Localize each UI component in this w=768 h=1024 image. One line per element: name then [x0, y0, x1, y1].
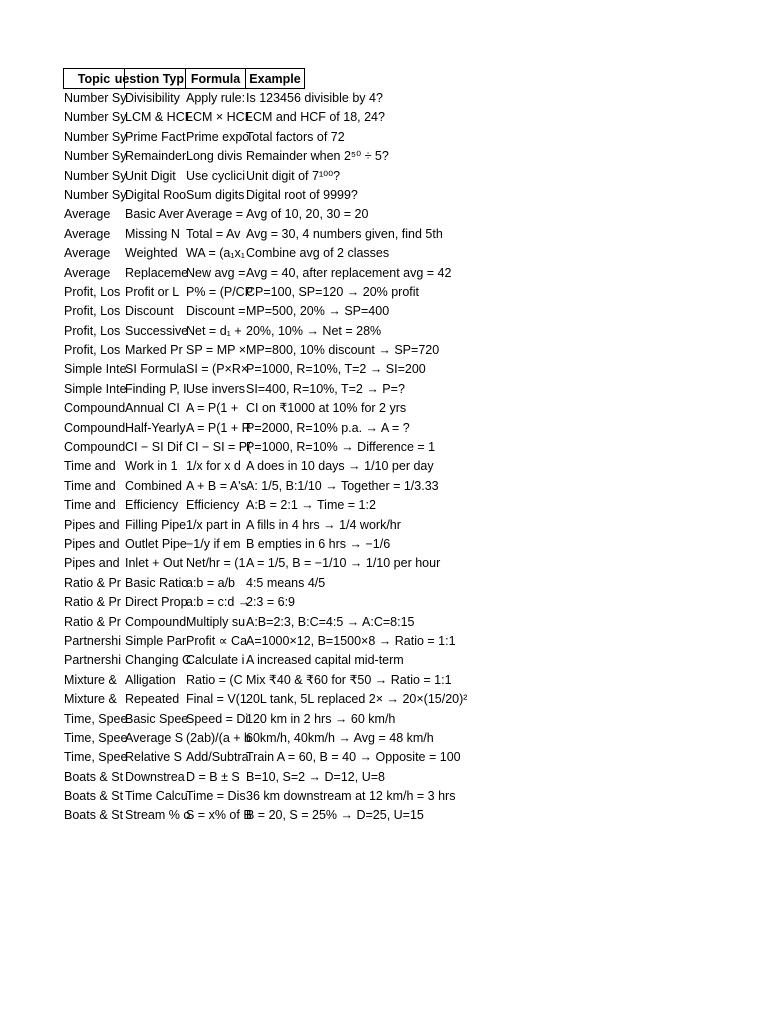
cell-question-type[interactable]: Outlet Pipe	[125, 536, 187, 551]
cell-formula[interactable]: Total = Av	[186, 226, 241, 241]
cell-example[interactable]: MP=500, 20% → SP=400	[246, 304, 390, 319]
table-row	[63, 186, 745, 205]
cell-topic[interactable]: Number Sy	[64, 91, 127, 105]
cell-topic[interactable]: Mixture &	[64, 692, 117, 707]
cell-topic[interactable]: Pipes and	[64, 556, 120, 571]
cell-question-type[interactable]: LCM & HCF	[125, 110, 193, 125]
cell-example[interactable]: B=10, S=2 → D=12, U=8	[246, 769, 385, 784]
header-question-type[interactable]	[114, 68, 185, 89]
cell-topic[interactable]: Average	[64, 246, 111, 261]
cell-formula[interactable]: Add/Subtra	[186, 750, 249, 765]
table-row	[63, 651, 745, 670]
cell-formula[interactable]: Prime expo	[186, 129, 250, 144]
cell-topic[interactable]: Compound	[64, 401, 126, 416]
cell-topic[interactable]: Compound	[64, 440, 126, 455]
table-row	[63, 710, 745, 729]
cell-formula[interactable]: A + B = A's	[186, 478, 247, 493]
cell-question-type[interactable]: Half-Yearly	[125, 420, 186, 435]
cell-formula[interactable]: P% = (P/CP	[186, 284, 254, 299]
cell-formula[interactable]: a:b = c:d →	[186, 595, 251, 610]
cell-example[interactable]: A = 1/5, B = −1/10 → 1/10 per hour	[246, 556, 441, 571]
cell-example[interactable]: Avg of 10, 20, 30 = 20	[246, 207, 369, 222]
table-row	[63, 593, 745, 612]
cell-topic[interactable]: Compound	[64, 420, 126, 435]
cell-formula[interactable]: Discount =	[186, 304, 246, 319]
table-row	[63, 244, 745, 263]
cell-topic[interactable]: Time and	[64, 459, 116, 474]
cell-formula[interactable]: D = B ± S	[186, 769, 240, 784]
cell-question-type[interactable]: Changing C	[125, 653, 192, 668]
header-row	[63, 68, 745, 89]
cell-formula[interactable]: Ratio = (C	[186, 672, 243, 687]
cell-example[interactable]: 36 km downstream at 12 km/h = 3 hrs	[246, 789, 456, 804]
cell-topic[interactable]: Pipes and	[64, 517, 120, 532]
cell-formula[interactable]: Use cyclici	[186, 168, 246, 183]
table-row	[63, 147, 745, 166]
cell-question-type[interactable]: Divisibility	[125, 91, 180, 105]
cell-topic[interactable]: Number Sy	[64, 129, 127, 144]
cell-example[interactable]: A: 1/5, B:1/10 → Together = 1/3.33	[246, 478, 439, 493]
data-grid	[63, 68, 745, 826]
cell-formula[interactable]: Long divis	[186, 149, 243, 164]
cell-formula[interactable]: Efficiency	[186, 498, 240, 513]
cell-formula[interactable]: WA = (a₁x₁	[186, 246, 246, 261]
cell-example[interactable]: A increased capital mid-term	[246, 653, 404, 668]
table-row	[63, 419, 745, 438]
cell-formula[interactable]: Time = Dis	[186, 789, 246, 804]
cell-formula[interactable]: A = P(1 + R	[186, 420, 251, 435]
cell-question-type[interactable]: Prime Fact	[125, 129, 186, 144]
cell-example[interactable]: P=1000, R=10%, T=2 → SI=200	[246, 362, 426, 377]
cell-example[interactable]: Avg = 30, 4 numbers given, find 5th	[246, 226, 443, 241]
cell-topic[interactable]: Boats & St	[64, 769, 124, 784]
cell-example[interactable]: Combine avg of 2 classes	[246, 246, 390, 261]
cell-topic[interactable]: Average	[64, 207, 111, 222]
cell-example[interactable]: Total factors of 72	[246, 129, 345, 144]
cell-example[interactable]: SI=400, R=10%, T=2 → P=?	[246, 381, 405, 396]
cell-topic[interactable]: Time and	[64, 498, 116, 513]
cell-question-type[interactable]: Stream % o	[125, 808, 191, 823]
cell-question-type[interactable]: Repeated	[125, 692, 180, 707]
header-question-type-label: uestion Typ	[114, 72, 184, 86]
table-row	[63, 516, 745, 535]
table-row	[63, 729, 745, 748]
header-example[interactable]: Example	[245, 68, 305, 89]
table-row	[63, 554, 745, 573]
cell-topic[interactable]: Number Sy	[64, 187, 127, 202]
cell-formula[interactable]: Speed = Di	[186, 711, 249, 726]
cell-topic[interactable]: Time, Spee	[64, 711, 128, 726]
cell-example[interactable]: LCM and HCF of 18, 24?	[246, 110, 385, 125]
cell-topic[interactable]: Profit, Los	[64, 323, 121, 338]
cell-question-type[interactable]: Work in 1	[125, 459, 178, 474]
cell-question-type[interactable]: Missing N	[125, 226, 180, 241]
cell-topic[interactable]: Ratio & Pr	[64, 575, 121, 590]
cell-question-type[interactable]: Alligation	[125, 672, 176, 687]
cell-topic[interactable]: Profit, Los	[64, 343, 121, 358]
table-row	[63, 613, 745, 632]
table-row	[63, 748, 745, 767]
header-topic[interactable]: Topic	[63, 68, 124, 89]
cell-question-type[interactable]: Annual CI	[125, 401, 180, 416]
cell-example[interactable]: A=1000×12, B=1500×8 → Ratio = 1:1	[246, 633, 456, 648]
cell-example[interactable]: Avg = 40, after replacement avg = 42	[246, 265, 452, 280]
cell-formula[interactable]: CI − SI = P(	[186, 440, 252, 455]
cell-formula[interactable]: Net/hr = (1	[186, 556, 246, 571]
table-row	[63, 283, 745, 302]
cell-topic[interactable]: Average	[64, 265, 111, 280]
cell-topic[interactable]: Number Sy	[64, 149, 127, 164]
table-row	[63, 360, 745, 379]
cell-example[interactable]: A:B=2:3, B:C=4:5 → A:C=8:15	[246, 614, 415, 629]
table-row	[63, 399, 745, 418]
cell-topic[interactable]: Simple Inte	[64, 362, 127, 377]
table-row	[63, 806, 745, 825]
cell-formula[interactable]: 1/x for x d	[186, 459, 241, 474]
cell-question-type[interactable]: Successive	[125, 323, 189, 338]
cell-example[interactable]: 20L tank, 5L replaced 2× → 20×(15/20)²	[246, 692, 468, 707]
cell-formula[interactable]: New avg =	[186, 265, 246, 280]
cell-example[interactable]: MP=800, 10% discount → SP=720	[246, 343, 440, 358]
table-row	[63, 477, 745, 496]
cell-example[interactable]: 20%, 10% → Net = 28%	[246, 323, 382, 338]
cell-topic[interactable]: Number Sy	[64, 168, 127, 183]
cell-topic[interactable]: Ratio & Pr	[64, 595, 121, 610]
table-body	[63, 89, 745, 826]
cell-formula[interactable]: A = P(1 +	[186, 401, 239, 416]
cell-question-type[interactable]: SI Formula	[125, 362, 187, 377]
cell-topic[interactable]: Partnershi	[64, 633, 121, 648]
cell-formula[interactable]: S = x% of B	[186, 808, 252, 823]
cell-example[interactable]: Remainder when 2⁵⁰ ÷ 5?	[246, 149, 389, 164]
cell-formula[interactable]: Multiply su	[186, 614, 246, 629]
table-row	[63, 380, 745, 399]
cell-example[interactable]: Is 123456 divisible by 4?	[246, 91, 383, 105]
cell-example[interactable]: 4:5 means 4/5	[246, 575, 326, 590]
cell-topic[interactable]: Number Sy	[64, 110, 127, 125]
cell-example[interactable]: 2:3 = 6:9	[246, 595, 295, 610]
cell-example[interactable]: Train A = 60, B = 40 → Opposite = 100	[246, 750, 461, 765]
cell-formula[interactable]: (2ab)/(a + b	[186, 730, 251, 745]
table-row	[63, 690, 745, 709]
cell-example[interactable]: A:B = 2:1 → Time = 1:2	[246, 498, 376, 513]
table-row	[63, 264, 745, 283]
cell-topic[interactable]: Average	[64, 226, 111, 241]
cell-formula[interactable]: Profit ∝ Ca	[186, 633, 248, 648]
cell-formula[interactable]: 1/x part in	[186, 517, 241, 532]
cell-formula[interactable]: SI = (P×R×	[186, 362, 249, 377]
cell-example[interactable]: A fills in 4 hrs → 1/4 work/hr	[246, 517, 401, 532]
cell-example[interactable]: CP=100, SP=120 → 20% profit	[246, 284, 420, 299]
table-row	[63, 341, 745, 360]
table-row	[63, 225, 745, 244]
cell-question-type[interactable]: Basic Spee	[125, 711, 189, 726]
cell-example[interactable]: CI on ₹1000 at 10% for 2 yrs	[246, 401, 407, 416]
cell-formula[interactable]: SP = MP ×	[186, 343, 246, 358]
cell-example[interactable]: P=2000, R=10% p.a. → A = ?	[246, 420, 410, 435]
cell-question-type[interactable]: Average S	[125, 730, 184, 745]
cell-question-type[interactable]: Direct Prop	[125, 595, 188, 610]
cell-formula[interactable]: Net = d₁ +	[186, 323, 242, 338]
cell-topic[interactable]: Boats & St	[64, 789, 124, 804]
cell-topic[interactable]: Profit, Los	[64, 284, 121, 299]
cell-formula[interactable]: −1/y if em	[186, 536, 241, 551]
table-row	[63, 535, 745, 554]
cell-question-type[interactable]: CI − SI Dif	[125, 440, 183, 455]
header-formula[interactable]: Formula	[185, 68, 245, 89]
cell-formula[interactable]: Sum digits	[186, 187, 245, 202]
cell-question-type[interactable]: Basic Aver	[125, 207, 184, 222]
table-row	[63, 496, 745, 515]
cell-topic[interactable]: Ratio & Pr	[64, 614, 121, 629]
cell-question-type[interactable]: Discount	[125, 304, 174, 319]
cell-example[interactable]: P=1000, R=10% → Difference = 1	[246, 440, 436, 455]
cell-question-type[interactable]: Inlet + Out	[125, 556, 184, 571]
table-row	[63, 205, 745, 224]
table-row	[63, 302, 745, 321]
cell-formula[interactable]: a:b = a/b	[186, 575, 235, 590]
table-row	[63, 574, 745, 593]
table-row	[63, 768, 745, 787]
table-row	[63, 438, 745, 457]
cell-topic[interactable]: Time, Spee	[64, 750, 128, 765]
cell-example[interactable]: B empties in 6 hrs → −1/6	[246, 536, 391, 551]
cell-example[interactable]: 60km/h, 40km/h → Avg = 48 km/h	[246, 730, 434, 745]
table-row	[63, 128, 745, 147]
cell-example[interactable]: 120 km in 2 hrs → 60 km/h	[246, 711, 396, 726]
cell-topic[interactable]: Profit, Los	[64, 304, 121, 319]
table-row	[63, 671, 745, 690]
cell-formula[interactable]: Average =	[186, 207, 244, 222]
table-row	[63, 787, 745, 806]
cell-topic[interactable]: Pipes and	[64, 536, 120, 551]
table-row	[63, 322, 745, 341]
table-row	[63, 108, 745, 127]
cell-example[interactable]: A does in 10 days → 1/10 per day	[246, 459, 434, 474]
cell-question-type[interactable]: Unit Digit	[125, 168, 176, 183]
cell-question-type[interactable]: Efficiency	[125, 498, 179, 513]
cell-formula[interactable]: LCM × HCF	[186, 110, 253, 125]
table-row	[63, 632, 745, 651]
table-row	[63, 89, 745, 108]
cell-question-type[interactable]: Compound	[125, 614, 187, 629]
cell-topic[interactable]: Boats & St	[64, 808, 124, 823]
cell-question-type[interactable]: Digital Roo	[125, 187, 187, 202]
cell-question-type[interactable]: Weighted	[125, 246, 178, 261]
cell-question-type[interactable]: Profit or L	[125, 284, 180, 299]
spreadsheet	[63, 68, 745, 826]
cell-topic[interactable]: Simple Inte	[64, 381, 127, 396]
cell-question-type[interactable]: Replaceme	[125, 265, 189, 280]
cell-question-type[interactable]: Basic Ratio	[125, 575, 189, 590]
cell-formula[interactable]: Final = V(1	[186, 692, 247, 707]
cell-example[interactable]: B = 20, S = 25% → D=25, U=15	[246, 808, 424, 823]
cell-example[interactable]: Mix ₹40 & ₹60 for ₹50 → Ratio = 1:1	[246, 672, 452, 687]
table-row	[63, 457, 745, 476]
cell-formula[interactable]: Calculate i	[186, 653, 245, 668]
cell-topic[interactable]: Time and	[64, 478, 116, 493]
cell-question-type[interactable]: Relative S	[125, 750, 182, 765]
cell-question-type[interactable]: Remainder	[125, 149, 187, 164]
cell-question-type[interactable]: Simple Par	[125, 633, 187, 648]
cell-question-type[interactable]: Filling Pipe	[125, 517, 187, 532]
cell-formula[interactable]: Apply rule:	[186, 91, 246, 105]
cell-question-type[interactable]: Combined	[125, 478, 182, 493]
cell-topic[interactable]: Time, Spee	[64, 730, 128, 745]
cell-question-type[interactable]: Finding P, I	[125, 381, 187, 396]
cell-topic[interactable]: Mixture &	[64, 672, 117, 687]
table-row	[63, 167, 745, 186]
cell-question-type[interactable]: Downstrea	[125, 769, 185, 784]
cell-question-type[interactable]: Marked Pr	[125, 343, 183, 358]
cell-topic[interactable]: Partnershi	[64, 653, 121, 668]
cell-formula[interactable]: Use invers	[186, 381, 246, 396]
cell-question-type[interactable]: Time Calcu	[125, 789, 188, 804]
cell-example[interactable]: Digital root of 9999?	[246, 187, 358, 202]
cell-example[interactable]: Unit digit of 7¹⁰⁰?	[246, 168, 341, 183]
